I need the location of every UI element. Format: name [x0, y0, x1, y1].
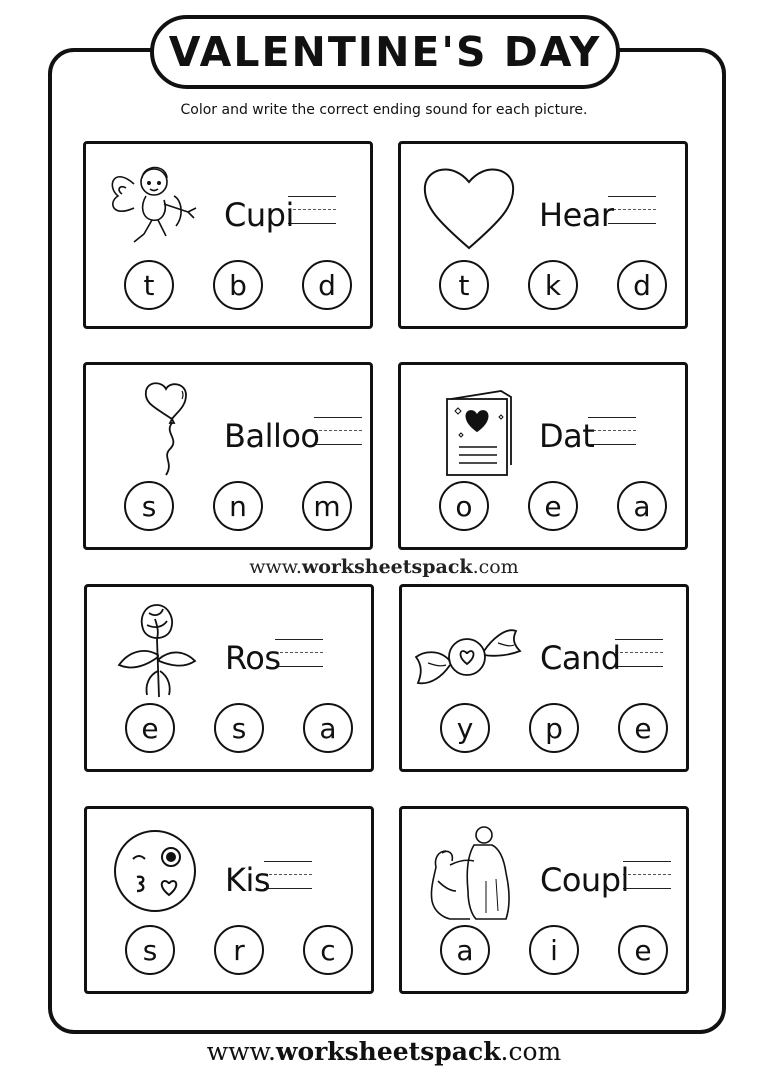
answer-options [124, 260, 352, 310]
kiss-face-icon [105, 821, 205, 921]
answer-options [440, 703, 668, 753]
answer-option[interactable]: i [529, 925, 579, 975]
page-title: VALENTINE'S DAY [168, 28, 602, 76]
incomplete-word: Dat [539, 417, 636, 455]
answer-option[interactable]: s [214, 703, 264, 753]
word-card-kiss [84, 806, 374, 994]
cupid-icon [104, 156, 204, 256]
incomplete-word: Coupl [540, 861, 671, 899]
balloon-icon [104, 377, 204, 477]
writing-lines[interactable] [608, 196, 656, 226]
answer-options [439, 260, 667, 310]
writing-lines[interactable] [275, 639, 323, 669]
incomplete-word: Kis [225, 861, 312, 899]
answer-option[interactable]: s [125, 925, 175, 975]
watermark-url: www.worksheetspack.com [249, 556, 519, 578]
answer-option[interactable]: t [124, 260, 174, 310]
answer-option[interactable]: d [617, 260, 667, 310]
answer-option[interactable]: d [302, 260, 352, 310]
answer-options [440, 925, 668, 975]
answer-option[interactable]: y [440, 703, 490, 753]
couple-icon [420, 821, 520, 921]
incomplete-word: Balloo [224, 417, 362, 455]
instruction-text: Color and write the correct ending sound for each picture. [180, 102, 588, 118]
answer-option[interactable]: a [303, 703, 353, 753]
footer-url: www.worksheetspack.com [206, 1037, 562, 1066]
answer-options [125, 703, 353, 753]
answer-option[interactable]: a [440, 925, 490, 975]
card-icon [419, 377, 519, 477]
title-banner [150, 15, 620, 89]
answer-option[interactable]: e [125, 703, 175, 753]
writing-lines[interactable] [264, 861, 312, 891]
answer-option[interactable]: b [213, 260, 263, 310]
writing-lines[interactable] [623, 861, 671, 891]
word-card-date [398, 362, 688, 550]
answer-option[interactable]: r [214, 925, 264, 975]
incomplete-word: Ros [225, 639, 323, 677]
answer-option[interactable]: e [618, 703, 668, 753]
answer-options [124, 481, 352, 531]
answer-option[interactable]: k [528, 260, 578, 310]
writing-lines[interactable] [615, 639, 663, 669]
answer-option[interactable]: m [302, 481, 352, 531]
answer-option[interactable]: n [213, 481, 263, 531]
incomplete-word: Hear [539, 196, 656, 234]
answer-option[interactable]: o [439, 481, 489, 531]
word-card-candy [399, 584, 689, 772]
word-card-balloon [83, 362, 373, 550]
answer-options [125, 925, 353, 975]
incomplete-word: Cand [540, 639, 663, 677]
writing-lines[interactable] [588, 417, 636, 447]
answer-option[interactable]: a [617, 481, 667, 531]
word-card-cupid [83, 141, 373, 329]
answer-options [439, 481, 667, 531]
word-card-heart [398, 141, 688, 329]
answer-option[interactable]: e [528, 481, 578, 531]
word-card-couple [399, 806, 689, 994]
answer-option[interactable]: e [618, 925, 668, 975]
candy-icon [412, 599, 522, 699]
word-card-rose [84, 584, 374, 772]
incomplete-word: Cupi [224, 196, 336, 234]
answer-option[interactable]: c [303, 925, 353, 975]
heart-icon [419, 156, 519, 256]
rose-icon [105, 599, 205, 699]
writing-lines[interactable] [288, 196, 336, 226]
writing-lines[interactable] [314, 417, 362, 447]
answer-option[interactable]: t [439, 260, 489, 310]
answer-option[interactable]: s [124, 481, 174, 531]
answer-option[interactable]: p [529, 703, 579, 753]
